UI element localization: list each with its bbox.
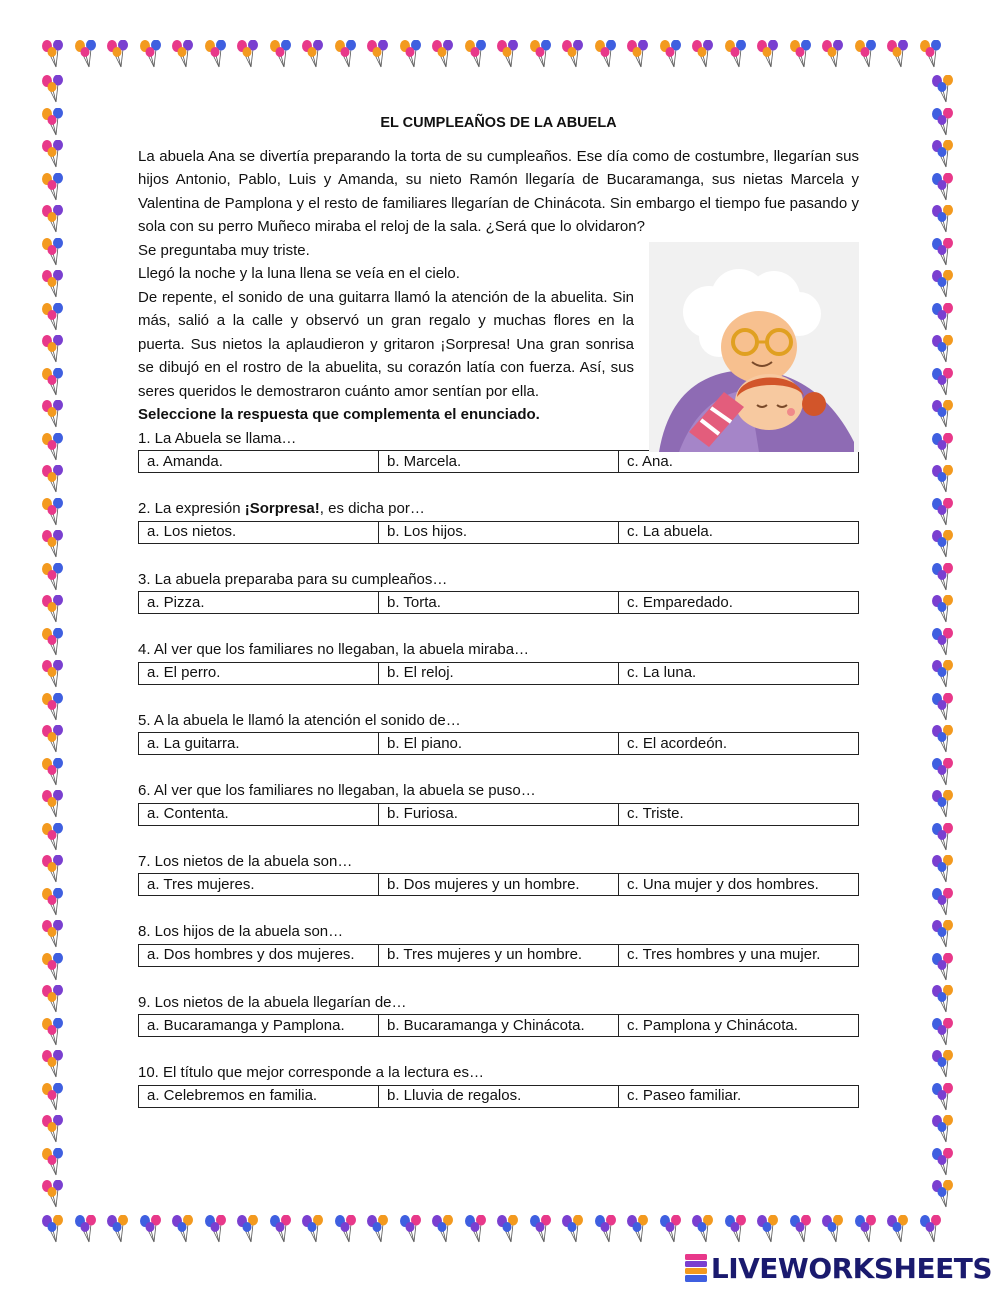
options-table <box>138 944 859 967</box>
balloon-icon <box>40 888 66 916</box>
balloon-icon <box>560 1215 586 1243</box>
balloon-icon <box>40 758 66 786</box>
balloon-icon <box>40 140 66 168</box>
balloon-icon <box>40 205 66 233</box>
balloon-icon <box>73 40 99 68</box>
logo-icon <box>685 1254 707 1282</box>
balloon-icon <box>40 335 66 363</box>
balloon-icon <box>820 40 846 68</box>
balloon-icon <box>930 563 956 591</box>
balloon-icon <box>300 1215 326 1243</box>
options-table <box>138 1085 859 1108</box>
balloon-icon <box>930 823 956 851</box>
balloon-icon <box>918 1215 944 1243</box>
balloon-icon <box>723 1215 749 1243</box>
answer-option[interactable]: a. Pizza. <box>139 592 379 614</box>
page-title: EL CUMPLEAÑOS DE LA ABUELA <box>380 115 617 131</box>
balloon-icon <box>930 888 956 916</box>
grandmother-hug-illustration <box>649 242 859 452</box>
options-row <box>139 944 859 966</box>
answer-option[interactable]: c. Ana. <box>619 451 859 473</box>
liveworksheets-logo <box>685 1251 992 1285</box>
balloon-icon <box>40 1050 66 1078</box>
balloon-icon <box>138 40 164 68</box>
balloon-icon <box>930 1083 956 1111</box>
balloon-icon <box>930 595 956 623</box>
balloon-icon <box>930 368 956 396</box>
balloon-icon <box>300 40 326 68</box>
balloon-icon <box>170 40 196 68</box>
balloon-icon <box>73 1215 99 1243</box>
balloon-icon <box>930 270 956 298</box>
logo-text: LIVEWORKSHEETS <box>710 1251 992 1285</box>
options-table <box>138 873 859 896</box>
options-table <box>138 1014 859 1037</box>
balloon-icon <box>203 1215 229 1243</box>
answer-option[interactable]: c. Pamplona y Chinácota. <box>619 1015 859 1037</box>
balloon-icon <box>40 1115 66 1143</box>
balloon-icon <box>398 1215 424 1243</box>
balloon-icon <box>930 140 956 168</box>
answer-option[interactable]: c. Paseo familiar. <box>619 1085 859 1107</box>
balloon-icon <box>930 693 956 721</box>
balloon-icon <box>40 660 66 688</box>
balloon-icon <box>930 238 956 266</box>
answer-option[interactable]: b. Lluvia de regalos. <box>379 1085 619 1107</box>
balloon-icon <box>105 40 131 68</box>
options-row <box>139 1015 859 1037</box>
answer-option[interactable]: a. Tres mujeres. <box>139 874 379 896</box>
options-table <box>138 450 859 473</box>
options-row <box>139 451 859 473</box>
question-text: 9. Los nietos de la abuela llegarían de… <box>138 993 407 1011</box>
balloon-icon <box>930 1180 956 1208</box>
balloon-icon <box>40 693 66 721</box>
balloon-icon <box>930 173 956 201</box>
question-text: 4. Al ver que los familiares no llegaban, la abuela miraba… <box>138 641 530 658</box>
balloon-icon <box>930 1050 956 1078</box>
balloon-icon <box>40 368 66 396</box>
answer-option[interactable]: b. El reloj. <box>379 662 619 684</box>
balloon-icon <box>40 790 66 818</box>
balloon-icon <box>40 400 66 428</box>
question-text: 7. Los nietos de la abuela son… <box>138 852 353 870</box>
answer-option[interactable]: c. La abuela. <box>619 521 859 543</box>
answer-option[interactable]: a. Dos hombres y dos mujeres. <box>139 944 379 966</box>
balloon-icon <box>930 1018 956 1046</box>
answer-option[interactable]: b. Dos mujeres y un hombre. <box>379 874 619 896</box>
balloon-icon <box>138 1215 164 1243</box>
balloon-icon <box>788 40 814 68</box>
balloon-icon <box>930 660 956 688</box>
balloon-icon <box>235 1215 261 1243</box>
balloon-icon <box>930 498 956 526</box>
answer-option[interactable]: c. Triste. <box>619 803 859 825</box>
options-row <box>139 521 859 543</box>
question-text <box>138 497 859 521</box>
balloon-icon <box>495 1215 521 1243</box>
answer-option[interactable]: b. Furiosa. <box>379 803 619 825</box>
balloon-icon <box>495 40 521 68</box>
balloon-icon <box>235 40 261 68</box>
balloon-icon <box>885 1215 911 1243</box>
balloon-icon <box>528 40 554 68</box>
balloon-icon <box>930 725 956 753</box>
balloon-icon <box>930 205 956 233</box>
balloon-icon <box>430 40 456 68</box>
question-emphasis: ¡Sorpresa! <box>244 500 320 517</box>
question-text: 10. El título que mejor corresponde a la lectura es… <box>138 1064 485 1081</box>
balloon-icon <box>463 40 489 68</box>
balloon-icon <box>930 108 956 136</box>
balloon-icon <box>40 238 66 266</box>
options-table <box>138 521 859 544</box>
balloon-icon <box>40 1148 66 1176</box>
balloon-icon <box>930 303 956 331</box>
question-text: 6. Al ver que los familiares no llegaban, la abuela se puso… <box>138 782 536 799</box>
balloon-icon <box>930 530 956 558</box>
balloon-icon <box>690 40 716 68</box>
answer-option[interactable]: a. El perro. <box>139 662 379 684</box>
answer-option[interactable]: c. La luna. <box>619 662 859 684</box>
instruction-text: Seleccione la respuesta que complementa el enunciado. <box>138 406 540 423</box>
balloon-icon <box>930 335 956 363</box>
balloon-icon <box>930 465 956 493</box>
balloon-icon <box>40 108 66 136</box>
balloon-icon <box>625 40 651 68</box>
balloon-icon <box>755 40 781 68</box>
line-night: Llegó la noche y la luna llena se veía en el cielo. <box>138 265 460 282</box>
balloon-icon <box>930 1115 956 1143</box>
balloon-icon <box>930 758 956 786</box>
story-continuation <box>138 239 859 404</box>
balloon-icon <box>268 1215 294 1243</box>
question-text: 1. La Abuela se llama… <box>138 429 297 447</box>
balloon-icon <box>755 1215 781 1243</box>
options-row <box>139 874 859 896</box>
answer-option[interactable]: a. Celebremos en familia. <box>139 1085 379 1107</box>
balloon-icon <box>930 628 956 656</box>
balloon-icon <box>658 1215 684 1243</box>
question-text: 5. A la abuela le llamó la atención el sonido de… <box>138 711 461 729</box>
balloon-icon <box>105 1215 131 1243</box>
answer-option[interactable]: c. Una mujer y dos hombres. <box>619 874 859 896</box>
answer-option[interactable]: a. Bucaramanga y Pamplona. <box>139 1015 379 1037</box>
balloon-icon <box>40 595 66 623</box>
question-text: 8. Los hijos de la abuela son… <box>138 923 344 940</box>
balloon-icon <box>930 1148 956 1176</box>
line-sad: Se preguntaba muy triste. <box>138 241 310 259</box>
balloon-icon <box>170 1215 196 1243</box>
answer-option[interactable]: b. Torta. <box>379 592 619 614</box>
balloon-icon <box>463 1215 489 1243</box>
answer-option[interactable]: a. Contenta. <box>139 803 379 825</box>
balloon-icon <box>40 628 66 656</box>
balloon-icon <box>885 40 911 68</box>
balloon-icon <box>40 270 66 298</box>
balloon-icon <box>930 433 956 461</box>
balloon-icon <box>625 1215 651 1243</box>
balloon-icon <box>333 1215 359 1243</box>
balloon-icon <box>268 40 294 68</box>
balloon-icon <box>40 1215 66 1243</box>
balloon-icon <box>930 920 956 948</box>
balloon-icon <box>40 823 66 851</box>
options-table <box>138 662 859 685</box>
answer-option[interactable]: b. Tres mujeres y un hombre. <box>379 944 619 966</box>
balloon-icon <box>560 40 586 68</box>
balloon-icon <box>40 465 66 493</box>
balloon-icon <box>918 40 944 68</box>
balloon-icon <box>930 790 956 818</box>
balloon-icon <box>690 1215 716 1243</box>
balloon-icon <box>365 40 391 68</box>
balloon-icon <box>40 1180 66 1208</box>
balloon-icon <box>40 75 66 103</box>
intro-paragraph: La abuela Ana se divertía preparando la torta de su cumpleaños. Ese día como de costumbre, llegarían sus hijos Antonio, Pablo, Luis y Amanda, su nieto Ramón llegaría de Bucaramanga, sus nietas Marcela y Valentina de Pamplona y el resto de familiares llegarían de Chinácota. Sin embargo el tiempo fue pasando y sola con su perro Muñeco miraba el reloj de la sala. ¿Será que lo olvidaron? <box>138 147 859 235</box>
balloon-icon <box>430 1215 456 1243</box>
balloon-icon <box>930 985 956 1013</box>
answer-option[interactable]: b. El piano. <box>379 733 619 755</box>
balloon-icon <box>40 303 66 331</box>
balloon-icon <box>723 40 749 68</box>
options-table <box>138 803 859 826</box>
balloon-icon <box>40 953 66 981</box>
balloon-icon <box>820 1215 846 1243</box>
balloon-icon <box>40 725 66 753</box>
story-paragraph: De repente, el sonido de una guitarra llamó la atención de la abuelita. Sin más, salió a la calle y observó un gran regalo y muchas flores en la puerta. Sus nietos la aplaudieron y gritaron ¡Sorpresa! Una gran sonrisa se dibujó en el rostro de la abuelita, su corazón latía con fuerza. Así, sus seres queridos le demostraron cuánto amor sentían por ella. <box>138 288 634 400</box>
question-prefix: 2. La expresión <box>138 500 245 517</box>
balloon-icon <box>853 40 879 68</box>
balloon-icon <box>203 40 229 68</box>
balloon-icon <box>40 498 66 526</box>
balloon-icon <box>930 75 956 103</box>
options-row <box>139 592 859 614</box>
balloon-icon <box>40 1018 66 1046</box>
answer-option[interactable]: c. El acordeón. <box>619 733 859 755</box>
balloon-icon <box>593 1215 619 1243</box>
balloon-icon <box>40 855 66 883</box>
balloon-icon <box>658 40 684 68</box>
options-row <box>139 733 859 755</box>
answer-option[interactable]: b. Bucaramanga y Chinácota. <box>379 1015 619 1037</box>
balloon-icon <box>930 400 956 428</box>
balloon-icon <box>593 40 619 68</box>
balloon-icon <box>40 1083 66 1111</box>
balloon-icon <box>40 920 66 948</box>
balloon-icon <box>365 1215 391 1243</box>
balloon-icon <box>40 40 66 68</box>
balloon-icon <box>40 985 66 1013</box>
options-table <box>138 591 859 614</box>
balloon-icon <box>40 433 66 461</box>
answer-option[interactable]: b. Marcela. <box>379 451 619 473</box>
options-table <box>138 732 859 755</box>
options-row <box>139 803 859 825</box>
answer-option[interactable]: a. Los nietos. <box>139 521 379 543</box>
answer-option[interactable]: b. Los hijos. <box>379 521 619 543</box>
balloon-icon <box>40 173 66 201</box>
answer-option[interactable]: c. Tres hombres y una mujer. <box>619 944 859 966</box>
question-list <box>138 427 859 1108</box>
balloon-icon <box>40 530 66 558</box>
answer-option[interactable]: a. La guitarra. <box>139 733 379 755</box>
balloon-icon <box>853 1215 879 1243</box>
answer-option[interactable]: c. Emparedado. <box>619 592 859 614</box>
options-row <box>139 1085 859 1107</box>
options-row <box>139 662 859 684</box>
question-suffix: , es dicha por… <box>319 500 425 517</box>
balloon-icon <box>333 40 359 68</box>
balloon-icon <box>40 563 66 591</box>
balloon-icon <box>528 1215 554 1243</box>
answer-option[interactable]: a. Amanda. <box>139 451 379 473</box>
balloon-icon <box>398 40 424 68</box>
balloon-icon <box>930 953 956 981</box>
worksheet <box>138 112 859 1108</box>
balloon-icon <box>930 855 956 883</box>
balloon-icon <box>788 1215 814 1243</box>
question-text: 3. La abuela preparaba para su cumpleaños… <box>138 570 448 588</box>
